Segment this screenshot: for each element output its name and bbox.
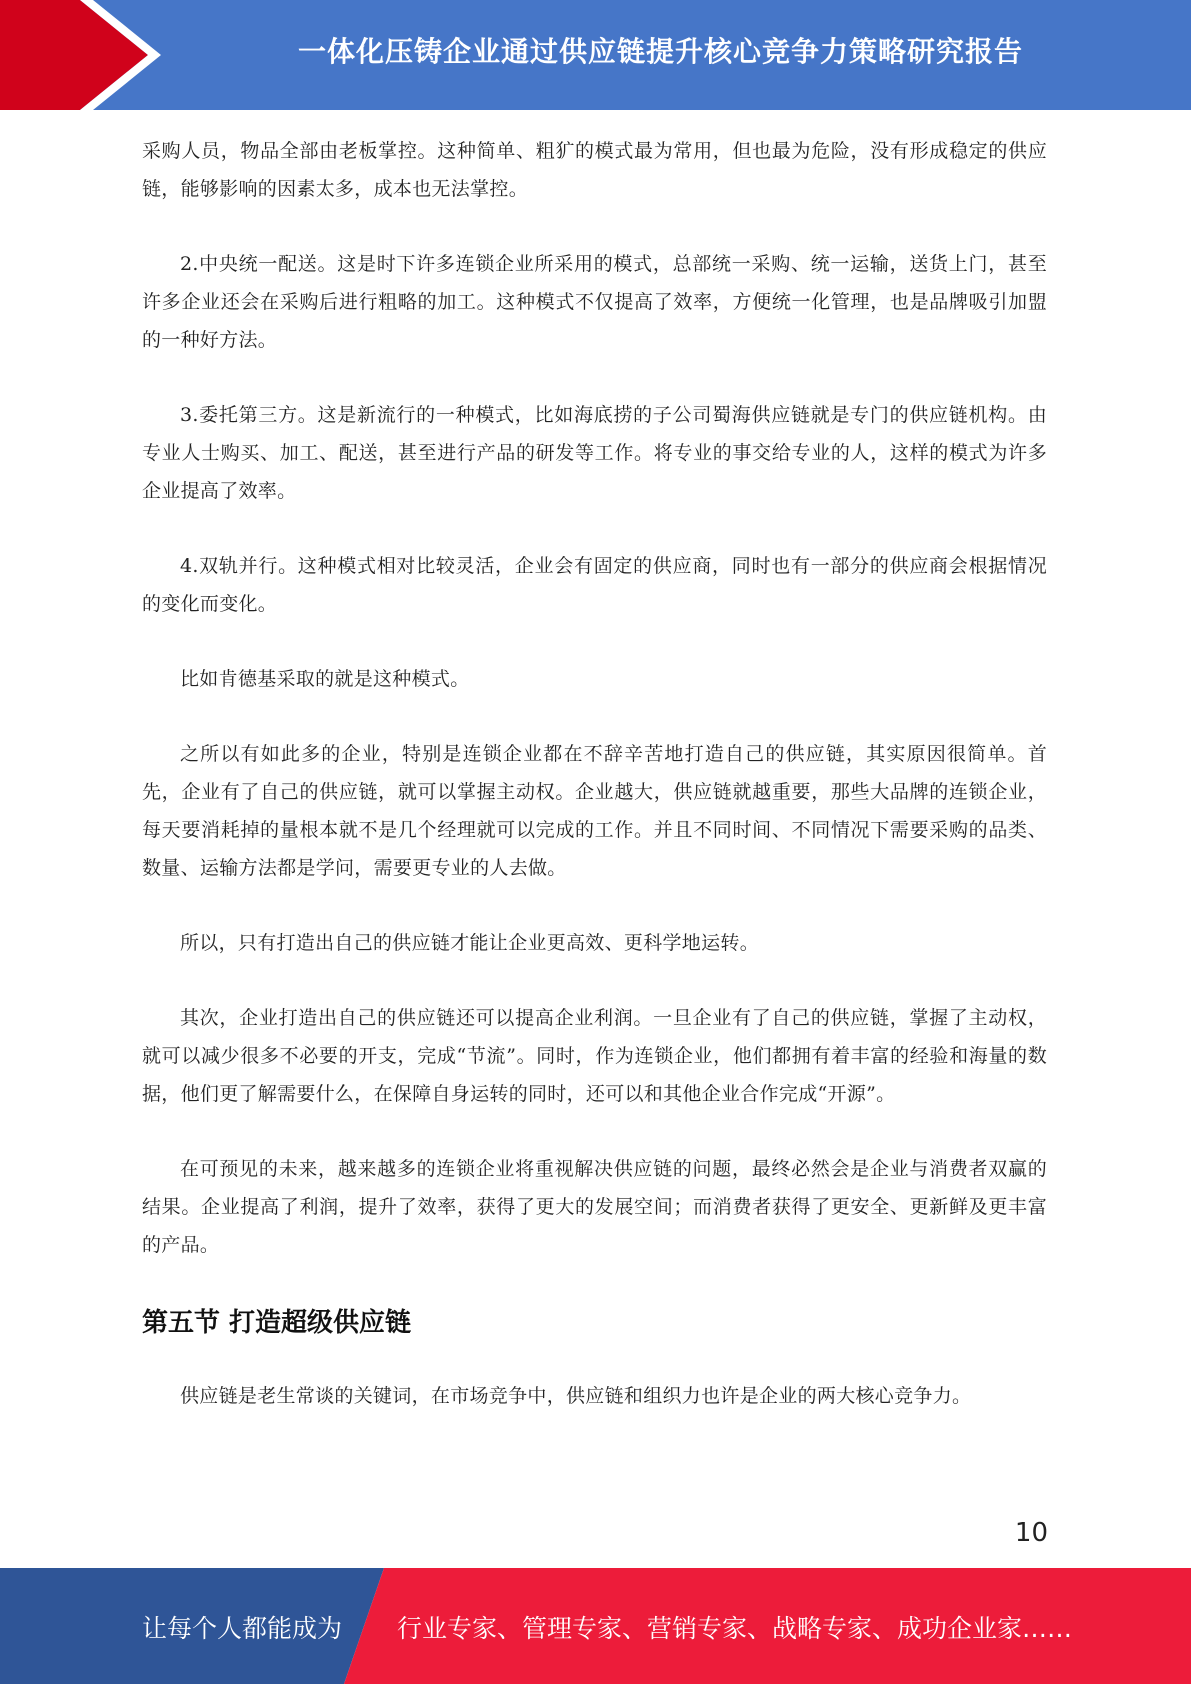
page-number: 10 <box>1014 1518 1048 1548</box>
footer-slogan-left: 让每个人都能成为 <box>142 1614 343 1643</box>
page-header <box>0 0 1191 110</box>
paragraph-profit: 其次，企业打造出自己的供应链还可以提高企业利润。一旦企业有了自己的供应链，掌握了主动权，就可以减少很多不必要的开支，完成“节流”。同时，作为连锁企业，他们都拥有着丰富的经验和海量的数据，他们更了解需要什么，在保障自身运转的同时，还可以和其他企业合作完成“开源”。 <box>142 1007 1047 1105</box>
header-title: 一体化压铸企业通过供应链提升核心竞争力策略研究报告 <box>297 35 1023 68</box>
paragraph-efficiency: 所以，只有打造出自己的供应链才能让企业更高效、更科学地运转。 <box>180 932 760 954</box>
paragraph-future: 在可预见的未来，越来越多的连锁企业将重视解决供应链的问题，最终必然会是企业与消费者双赢的结果。企业提高了利润，提升了效率，获得了更大的发展空间；而消费者获得了更安全、更新鲜及更丰富的产品。 <box>142 1158 1047 1256</box>
paragraph-reasons: 之所以有如此多的企业，特别是连锁企业都在不辞辛苦地打造自己的供应链，其实原因很简单。首先，企业有了自己的供应链，就可以掌握主动权。企业越大，供应链就越重要，那些大品牌的连锁企业，每天要消耗掉的量根本就不是几个经理就可以完成的工作。并且不同时间、不同情况下需要采购的品类、数量、运输方法都是学问，需要更专业的人去做。 <box>142 743 1047 879</box>
paragraph-continuation: 采购人员，物品全部由老板掌控。这种简单、粗犷的模式最为常用，但也最为危险，没有形成稳定的供应链，能够影响的因素太多，成本也无法掌控。 <box>142 140 1047 200</box>
document-body <box>142 132 1047 1452</box>
page-footer <box>0 1568 1191 1684</box>
paragraph-mode-2: 2.中央统一配送。这是时下许多连锁企业所采用的模式，总部统一采购、统一运输，送货上门，甚至许多企业还会在采购后进行粗略的加工。这种模式不仅提高了效率，方便统一化管理，也是品牌吸引加盟的一种好方法。 <box>142 253 1047 351</box>
paragraph-mode-4: 4.双轨并行。这种模式相对比较灵活，企业会有固定的供应商，同时也有一部分的供应商会根据情况的变化而变化。 <box>142 555 1047 615</box>
header-red-arrow <box>0 0 148 110</box>
section-heading: 第五节 打造超级供应链 <box>142 1308 412 1338</box>
paragraph-kfc-example: 比如肯德基采取的就是这种模式。 <box>180 668 470 690</box>
paragraph-mode-3: 3.委托第三方。这是新流行的一种模式，比如海底捞的子公司蜀海供应链就是专门的供应链机构。由专业人士购买、加工、配送，甚至进行产品的研发等工作。将专业的事交给专业的人，这样的模式为许多企业提高了效率。 <box>142 404 1047 502</box>
section-paragraph: 供应链是老生常谈的关键词，在市场竞争中，供应链和组织力也许是企业的两大核心竞争力。 <box>180 1385 972 1407</box>
footer-slogan-right: 行业专家、管理专家、营销专家、战略专家、成功企业家…… <box>397 1614 1073 1643</box>
